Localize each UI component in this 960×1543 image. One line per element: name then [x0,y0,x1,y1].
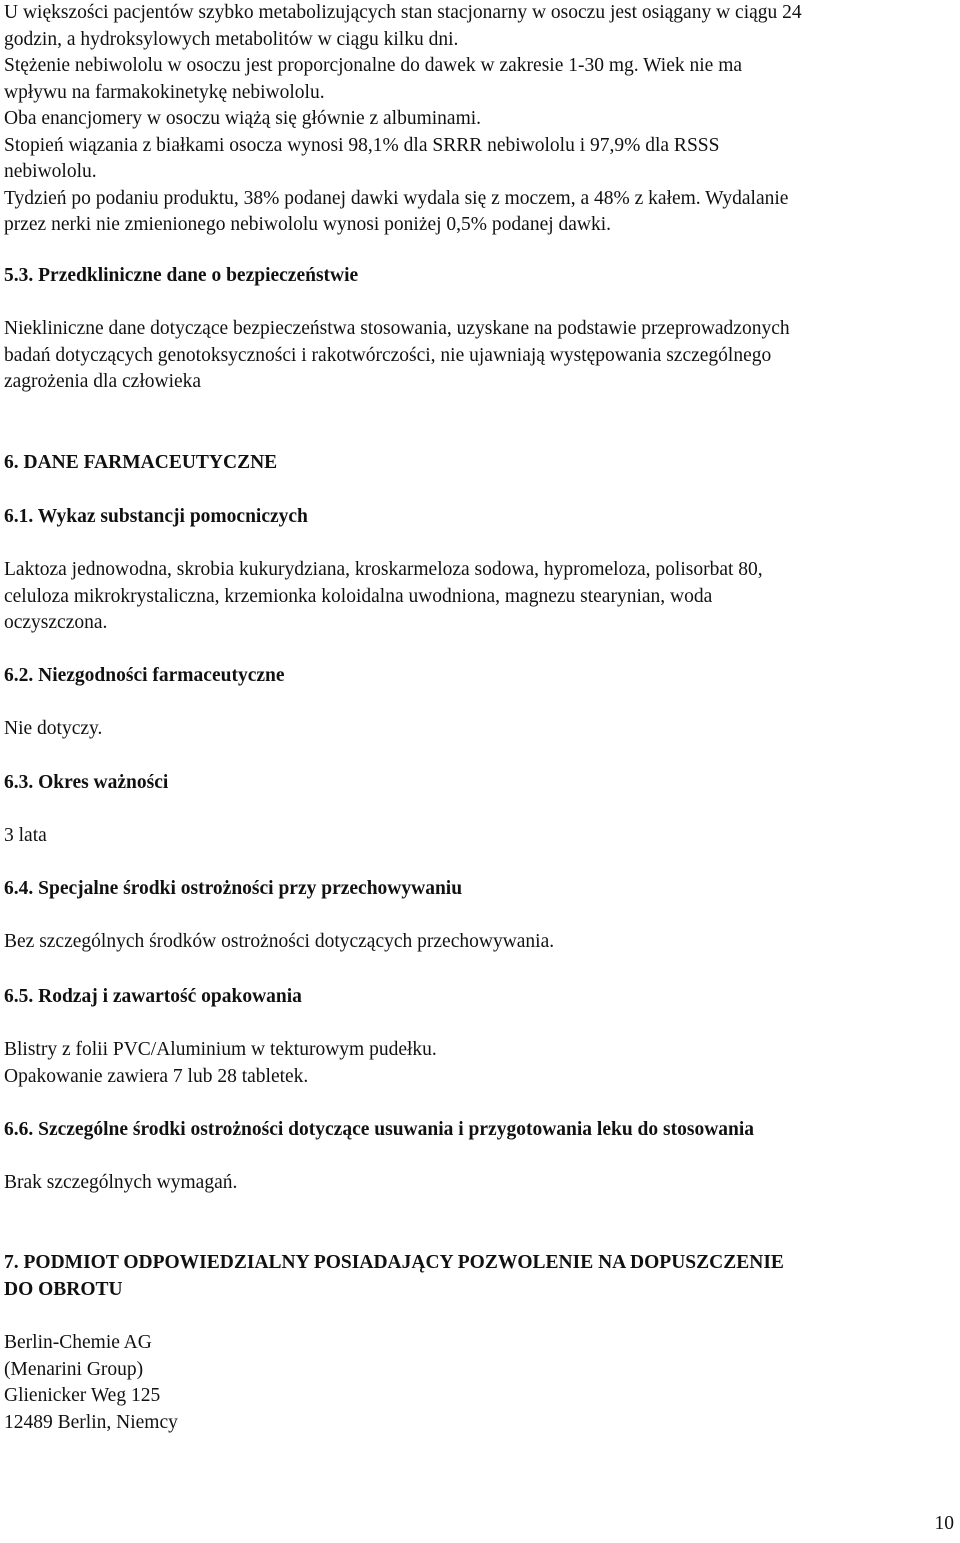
pharmacokinetics-paragraph [4,0,956,239]
text-line: Oba enancjomery w osoczu wiążą się głównie z albuminami. [4,108,482,129]
section-6-5-heading: 6.5. Rodzaj i zawartość opakowania [4,986,302,1007]
section-6-2-heading: 6.2. Niezgodności farmaceutyczne [4,665,285,686]
section-7-heading [4,1250,956,1303]
text-line: U większości pacjentów szybko metabolizujących stan stacjonarny w osoczu jest osiągany w ciągu 24 [4,2,802,23]
address-line: 12489 Berlin, Niemcy [4,1411,178,1433]
heading-line: 7. PODMIOT ODPOWIEDZIALNY POSIADAJĄCY POZWOLENIE NA DOPUSZCZENIE [4,1252,784,1273]
text-line: oczyszczona. [4,612,108,633]
text-line: wpływu na farmakokinetykę nebiwololu. [4,81,325,103]
section-6-1-heading: 6.1. Wykaz substancji pomocniczych [4,506,308,527]
address-line: Berlin-Chemie AG [4,1332,152,1353]
text-line: Stężenie nebiwololu w osoczu jest proporcjonalne do dawek w zakresie 1-30 mg. Wiek nie ma [4,55,743,76]
text-line: Laktoza jednowodna, skrobia kukurydziana, kroskarmeloza sodowa, hypromeloza, polisorbat 80, [4,559,763,580]
section-5-3-body [4,316,956,396]
section-6-6-heading: 6.6. Szczególne środki ostrożności dotyczące usuwania i przygotowania leku do stosowania [4,1119,755,1140]
text-line: celuloza mikrokrystaliczna, krzemionka koloidalna uwodniona, magnezu stearynian, woda [4,585,713,607]
section-6-6-body: Brak szczególnych wymagań. [4,1172,238,1193]
text-line: nebiwololu. [4,161,97,182]
marketing-authorisation-holder-address [4,1330,956,1436]
section-6-3-heading: 6.3. Okres ważności [4,772,169,793]
heading-line: DO OBROTU [4,1278,123,1300]
address-line: Glienicker Weg 125 [4,1385,161,1406]
text-line: Tydzień po podaniu produktu, 38% podanej dawki wydala się z moczem, a 48% z kałem. Wydalanie [4,187,789,209]
section-6-1-body [4,557,956,637]
text-line: zagrożenia dla człowieka [4,371,202,392]
address-line: (Menarini Group) [4,1358,144,1380]
text-line: Opakowanie zawiera 7 lub 28 tabletek. [4,1065,309,1087]
text-line: godzin, a hydroksylowych metabolitów w ciągu kilku dni. [4,28,459,50]
page-number: 10 [934,1513,954,1534]
text-line: przez nerki nie zmienionego nebiwololu wynosi poniżej 0,5% podanej dawki. [4,214,612,235]
section-6-heading: 6. DANE FARMACEUTYCZNE [4,452,278,473]
section-6-4-body: Bez szczególnych środków ostrożności dotyczących przechowywania. [4,931,555,952]
section-6-5-body [4,1037,956,1090]
section-6-2-body: Nie dotyczy. [4,718,103,739]
section-5-3-heading: 5.3. Przedkliniczne dane o bezpieczeństwie [4,265,359,286]
text-line: badań dotyczących genotoksyczności i rakotwórczości, nie ujawniają występowania szczególnego [4,344,772,366]
text-line: Blistry z folii PVC/Aluminium w tekturowym pudełku. [4,1039,437,1060]
section-6-3-body: 3 lata [4,825,47,846]
text-line: Stopień wiązania z białkami osocza wynosi 98,1% dla SRRR nebiwololu i 97,9% dla RSSS [4,134,720,156]
text-line: Niekliniczne dane dotyczące bezpieczeństwa stosowania, uzyskane na podstawie przeprowadzonych [4,318,790,339]
section-6-4-heading: 6.4. Specjalne środki ostrożności przy przechowywaniu [4,878,463,899]
